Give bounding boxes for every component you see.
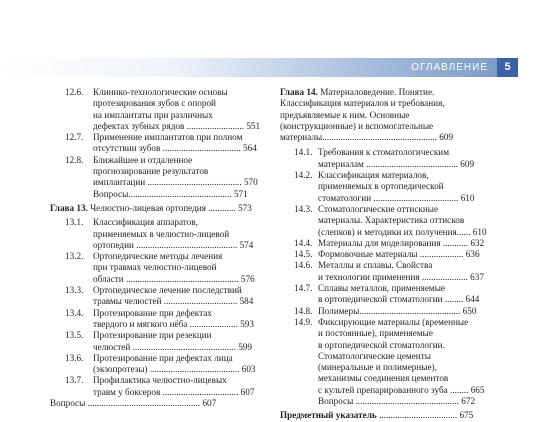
toc-entry	[50, 330, 265, 353]
entry-line: материалы. Характеристика оттисков	[318, 215, 465, 226]
entry-line: Вопросы ................................................. 607	[50, 398, 217, 409]
entry-line: Металлы и сплавы. Свойства	[318, 260, 433, 271]
entry-line: Профилактика челюстно-лицевых	[93, 375, 227, 386]
entry-line: прогнозирование результатов	[93, 166, 209, 177]
entry-line: и технологии применения .................... 637	[318, 271, 484, 282]
toc-right-column	[280, 87, 494, 422]
entry-line: Фиксирующие материалы (временные	[318, 316, 469, 327]
entry-line: Классификация материалов,	[318, 170, 429, 181]
header-title: ОГЛАВЛЕНИЕ	[411, 62, 488, 73]
toc-entry	[280, 147, 494, 170]
toc-entry	[50, 132, 265, 155]
entry-number: 14.2.	[294, 170, 313, 181]
chapter-title-line: предъявляемые к ним. Основные	[280, 109, 410, 120]
entry-line: Применение имплантатов при полном	[93, 132, 243, 143]
toc-entry	[280, 396, 494, 407]
toc-entry	[280, 260, 494, 283]
entry-line: на имплантаты при различных	[93, 109, 213, 120]
entry-number: 13.3.	[65, 285, 84, 296]
entry-number: 13.6.	[65, 352, 84, 363]
entry-line: с культей препарированного зуба ........ 665	[318, 384, 485, 395]
entry-line: в ортопедической стоматологии.	[318, 339, 445, 350]
index-page: .................................. 675	[376, 410, 474, 421]
entry-line: (слепков) и методики их получения...... 610	[318, 226, 487, 237]
entry-line: Протезирование при резекции	[93, 330, 212, 341]
entry-number: 14.5.	[294, 249, 313, 260]
toc-entry	[50, 285, 265, 308]
toc-entry	[50, 217, 265, 251]
toc-entry	[50, 87, 265, 132]
chapter-title-line: материалы.................................................. 609	[280, 132, 454, 143]
entry-number: 12.6.	[65, 87, 84, 97]
entry-line: Клинико-технологические основы	[93, 87, 228, 97]
entry-line: применяемых в ортопедической	[318, 181, 444, 192]
entry-line: в ортопедической стоматологии ........ 644	[318, 294, 480, 305]
toc-entry	[50, 308, 265, 331]
chapter-title-line: Классификация материалов и требования,	[280, 98, 445, 109]
chapter-label: Глава 13.	[50, 202, 88, 213]
entry-line: протезирования зубов с опорой	[93, 98, 216, 109]
entry-line: применяемых в челюстно-лицевой	[93, 228, 230, 239]
entry-number: 14.4.	[294, 237, 313, 248]
entry-number: 13.7.	[65, 375, 84, 386]
entry-line: дефектах зубных рядов ......................... 551	[93, 120, 261, 131]
entry-line: Требования к стоматологическим	[318, 147, 450, 158]
entry-line: механизмы соединения цементов	[318, 373, 449, 384]
entry-number: 13.5.	[65, 330, 84, 341]
entry-line: Классификация аппаратов,	[93, 217, 198, 228]
chapter-title: Челюстно-лицевая ортопедия ............ 573	[87, 202, 252, 213]
entry-line: Вопросы............................................. 571	[93, 188, 248, 199]
entry-line: Стоматологические цементы	[318, 350, 431, 361]
toc-entry	[280, 170, 494, 204]
entry-line: Полимеры............................................ 650	[318, 305, 477, 316]
entry-line: Протезирование при дефектах лица	[93, 352, 233, 363]
entry-line: (минеральные и полимерные),	[318, 362, 437, 373]
entry-line: Формовочные материалы ................... 636	[318, 249, 480, 260]
toc-entry	[280, 306, 494, 317]
index-label: Предметный указатель	[280, 410, 377, 421]
entry-line: Вопросы ............................................. 672	[318, 396, 476, 407]
entry-line: ортопедии ............................................ 574	[93, 239, 254, 250]
entry-number: 14.8.	[294, 305, 313, 316]
entry-number: 14.6.	[294, 260, 313, 271]
chapter-title-line: Материаловедение. Понятие.	[317, 87, 435, 97]
entry-number: 14.3.	[294, 203, 313, 214]
entry-line: (экзопротезы) ....................................... 603	[93, 364, 256, 375]
chapter-title-line: (конструкционные) и вспомогательные	[280, 120, 434, 131]
entry-line: отсутствии зубов .................................. 564	[93, 143, 257, 154]
entry-line: твердого и мягкого нёба ..................... 593	[93, 318, 254, 329]
entry-number: 12.7.	[65, 132, 84, 143]
toc-entry	[280, 249, 494, 260]
toc-entry	[50, 155, 265, 189]
entry-line: области ................................................. 576	[93, 273, 255, 284]
entry-number: 13.1.	[65, 217, 84, 228]
toc-entry	[50, 398, 265, 409]
chapter-label: Глава 14.	[280, 87, 318, 97]
toc-left-column	[50, 87, 265, 409]
entry-line: Стоматологические оттискные	[318, 203, 439, 214]
entry-line: Ортопедические методы лечения	[93, 251, 223, 262]
entry-number: 13.4.	[65, 307, 84, 318]
toc-index-entry	[280, 410, 494, 421]
entry-line: стоматологии ..................................... 610	[318, 192, 475, 203]
entry-number: 12.8.	[65, 154, 84, 165]
entry-line: при травмах челюстно-лицевой	[93, 262, 217, 273]
entry-line: и постоянные), применяемые	[318, 328, 433, 339]
entry-number: 13.2.	[65, 251, 84, 262]
entry-line: челюстей ............................................. 599	[93, 341, 252, 352]
entry-line: Сплавы металлов, применяемые	[318, 283, 445, 294]
entry-line: Материалы для моделирования ........... 632	[318, 237, 485, 248]
entry-number: 14.7.	[294, 283, 313, 294]
toc-entry	[50, 375, 265, 398]
entry-number: 14.1.	[294, 147, 313, 158]
toc-entry	[280, 283, 494, 306]
entry-line: Ближайшее и отдаленное	[93, 154, 193, 165]
toc-chapter-entry	[50, 203, 265, 214]
toc-entry	[280, 317, 494, 396]
section-header	[0, 58, 550, 77]
toc-entry	[280, 238, 494, 249]
entry-line: Ортопедическое лечение последствий	[93, 285, 242, 296]
entry-line: Протезирование при дефектах	[93, 307, 212, 318]
toc-entry	[280, 204, 494, 238]
entry-line: материалам ........................................ 609	[318, 158, 475, 169]
toc-entry	[50, 353, 265, 376]
entry-number: 14.9.	[294, 316, 313, 327]
page-number: 5	[497, 58, 518, 77]
entry-line: имплантации ......................................... 570	[93, 177, 258, 188]
toc-entry	[50, 251, 265, 285]
entry-line: травм у боксеров ................................. 607	[93, 386, 255, 397]
toc-chapter-entry	[280, 87, 494, 143]
entry-line: травмы челюстей ................................ 584	[93, 296, 254, 307]
toc-entry	[50, 189, 265, 200]
